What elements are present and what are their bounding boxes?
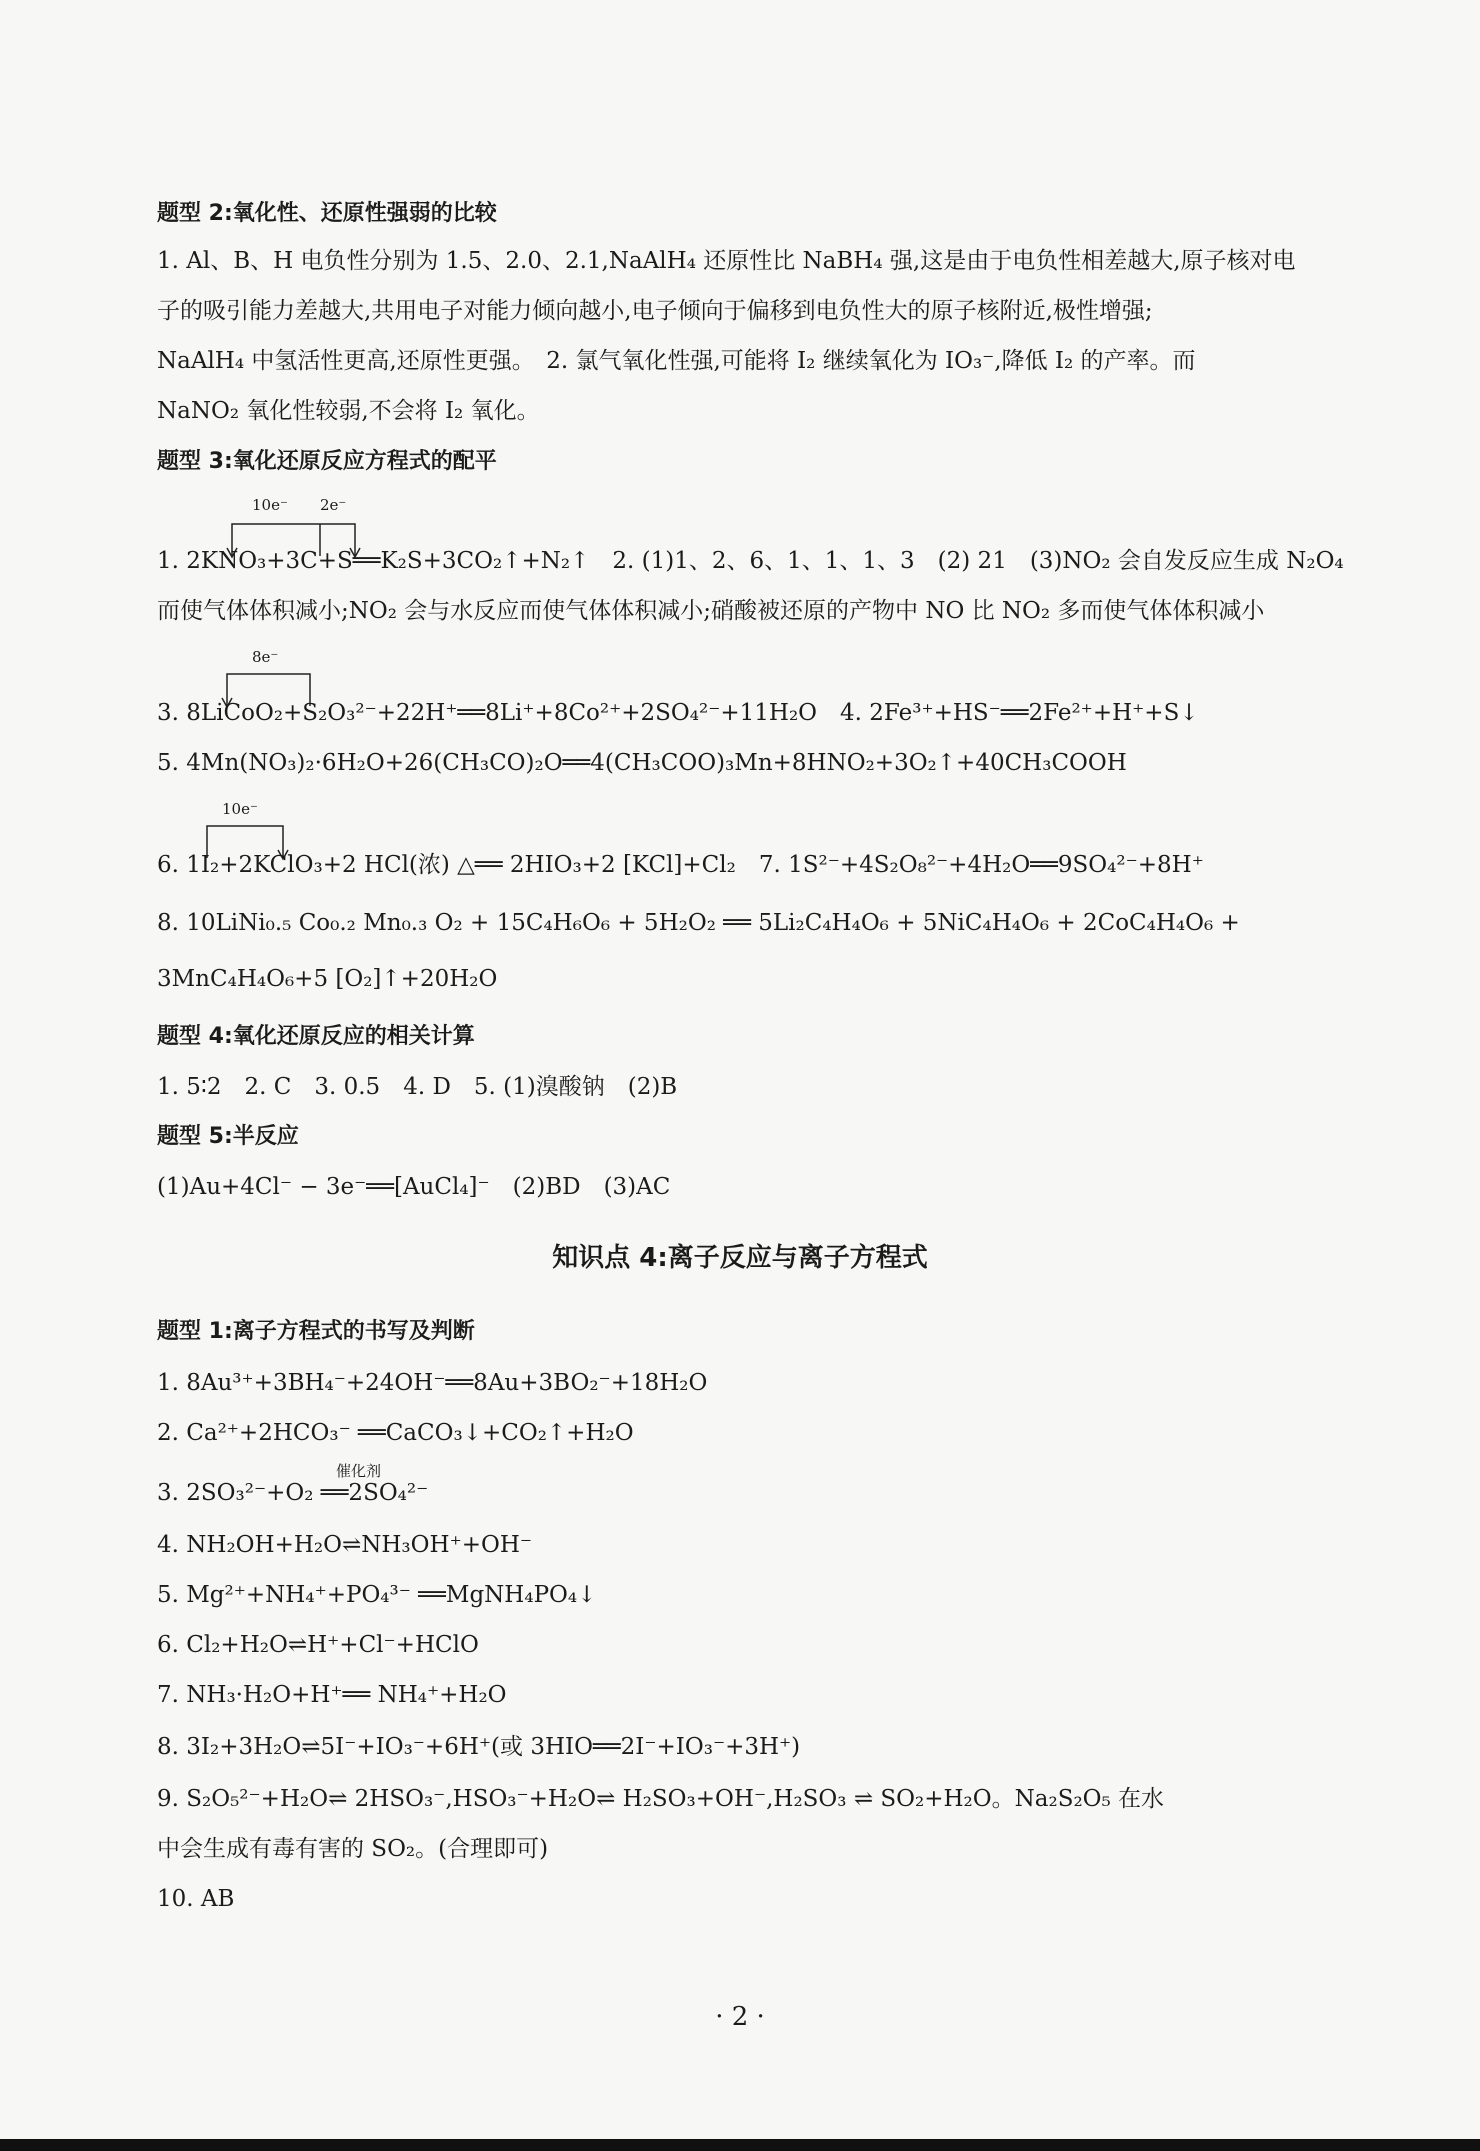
type3-answer-line: 5. 4Mn(NO₃)₂·6H₂O+26(CH₃CO)₂O══4(CH₃COO)₃Mn+8HNO₂+3O₂↑+40CH₃COOH	[157, 750, 1127, 776]
type2-answer-line: 子的吸引能力差越大,共用电子对能力倾向越小,电子倾向于偏移到电负性大的原子核附近,极性增强;	[157, 298, 1153, 324]
type2-answer-line: NaNO₂ 氧化性较弱,不会将 I₂ 氧化。	[157, 398, 540, 424]
electron-transfer-label: 10e⁻	[252, 496, 288, 514]
kp4-answer-line: 3. 2SO₃²⁻+O₂ ══2SO₄²⁻	[157, 1480, 429, 1506]
kp4-answer-line: 6. Cl₂+H₂O⇌H⁺+Cl⁻+HClO	[157, 1632, 479, 1658]
section-heading-type2: 题型 2:氧化性、还原性强弱的比较	[157, 201, 497, 226]
kp4-answer-line: 2. Ca²⁺+2HCO₃⁻ ══CaCO₃↓+CO₂↑+H₂O	[157, 1420, 634, 1446]
kp4-answer-line: 1. 8Au³⁺+3BH₄⁻+24OH⁻══8Au+3BO₂⁻+18H₂O	[157, 1370, 708, 1396]
electron-transfer-label: 10e⁻	[222, 800, 258, 818]
type2-answer-line: 1. Al、B、H 电负性分别为 1.5、2.0、2.1,NaAlH₄ 还原性比 NaBH₄ 强,这是由于电负性相差越大,原子核对电	[157, 248, 1296, 274]
kp4-answer-line: 中会生成有毒有害的 SO₂。(合理即可)	[157, 1836, 549, 1862]
type4-answer-line: 1. 5∶2 2. C 3. 0.5 4. D 5. (1)溴酸钠 (2)B	[157, 1074, 678, 1100]
type3-answer-line: 3MnC₄H₄O₆+5 [O₂]↑+20H₂O	[157, 966, 498, 992]
type3-answer-line: 6. 1I₂+2KClO₃+2 HCl(浓) △══ 2HIO₃+2 [KCl]+Cl₂ 7. 1S²⁻+4S₂O₈²⁻+4H₂O══9SO₄²⁻+8H⁺	[157, 852, 1204, 878]
catalyst-label: 催化剂	[336, 1462, 382, 1480]
kp4-answer-line: 10. AB	[157, 1886, 235, 1912]
knowledge-point-title: 知识点 4:离子反应与离子方程式	[552, 1243, 928, 1273]
section-heading-type3: 题型 3:氧化还原反应方程式的配平	[157, 449, 497, 474]
type3-answer-line: 而使气体体积减小;NO₂ 会与水反应而使气体体积减小;硝酸被还原的产物中 NO 比 NO₂ 多而使气体体积减小	[157, 598, 1265, 624]
type3-answer-line: 3. 8LiCoO₂+S₂O₃²⁻+22H⁺══8Li⁺+8Co²⁺+2SO₄²⁻+11H₂O 4. 2Fe³⁺+HS⁻══2Fe²⁺+H⁺+S↓	[157, 700, 1199, 726]
type5-answer-line: (1)Au+4Cl⁻ − 3e⁻══[AuCl₄]⁻ (2)BD (3)AC	[157, 1174, 671, 1200]
kp4-answer-line: 5. Mg²⁺+NH₄⁺+PO₄³⁻ ══MgNH₄PO₄↓	[157, 1582, 597, 1608]
type3-answer-line: 8. 10LiNi₀.₅ Co₀.₂ Mn₀.₃ O₂ + 15C₄H₆O₆ + 5H₂O₂ ══ 5Li₂C₄H₄O₆ + 5NiC₄H₄O₆ + 2CoC₄H₄O₆ +	[157, 910, 1240, 936]
section-heading-kp4-type1: 题型 1:离子方程式的书写及判断	[157, 1319, 475, 1344]
section-heading-type5: 题型 5:半反应	[157, 1124, 299, 1149]
type2-answer-line: NaAlH₄ 中氢活性更高,还原性更强。 2. 氯气氧化性强,可能将 I₂ 继续氧化为 IO₃⁻,降低 I₂ 的产率。而	[157, 348, 1196, 374]
section-heading-type4: 题型 4:氧化还原反应的相关计算	[157, 1024, 475, 1049]
type3-answer-line: 1. 2KNO₃+3C+S══K₂S+3CO₂↑+N₂↑ 2. (1)1、2、6、1、1、1、3 (2) 21 (3)NO₂ 会自发反应生成 N₂O₄	[157, 548, 1344, 574]
electron-transfer-label: 8e⁻	[252, 648, 279, 666]
kp4-answer-line: 4. NH₂OH+H₂O⇌NH₃OH⁺+OH⁻	[157, 1532, 533, 1558]
bottom-border	[0, 2139, 1480, 2151]
kp4-answer-line: 9. S₂O₅²⁻+H₂O⇌ 2HSO₃⁻,HSO₃⁻+H₂O⇌ H₂SO₃+OH⁻,H₂SO₃ ⇌ SO₂+H₂O。Na₂S₂O₅ 在水	[157, 1786, 1165, 1812]
kp4-answer-line: 8. 3I₂+3H₂O⇌5I⁻+IO₃⁻+6H⁺(或 3HIO══2I⁻+IO₃⁻+3H⁺)	[157, 1734, 801, 1760]
electron-transfer-label: 2e⁻	[320, 496, 347, 514]
kp4-answer-line: 7. NH₃·H₂O+H⁺══ NH₄⁺+H₂O	[157, 1682, 507, 1708]
page-number: · 2 ·	[715, 2002, 765, 2032]
